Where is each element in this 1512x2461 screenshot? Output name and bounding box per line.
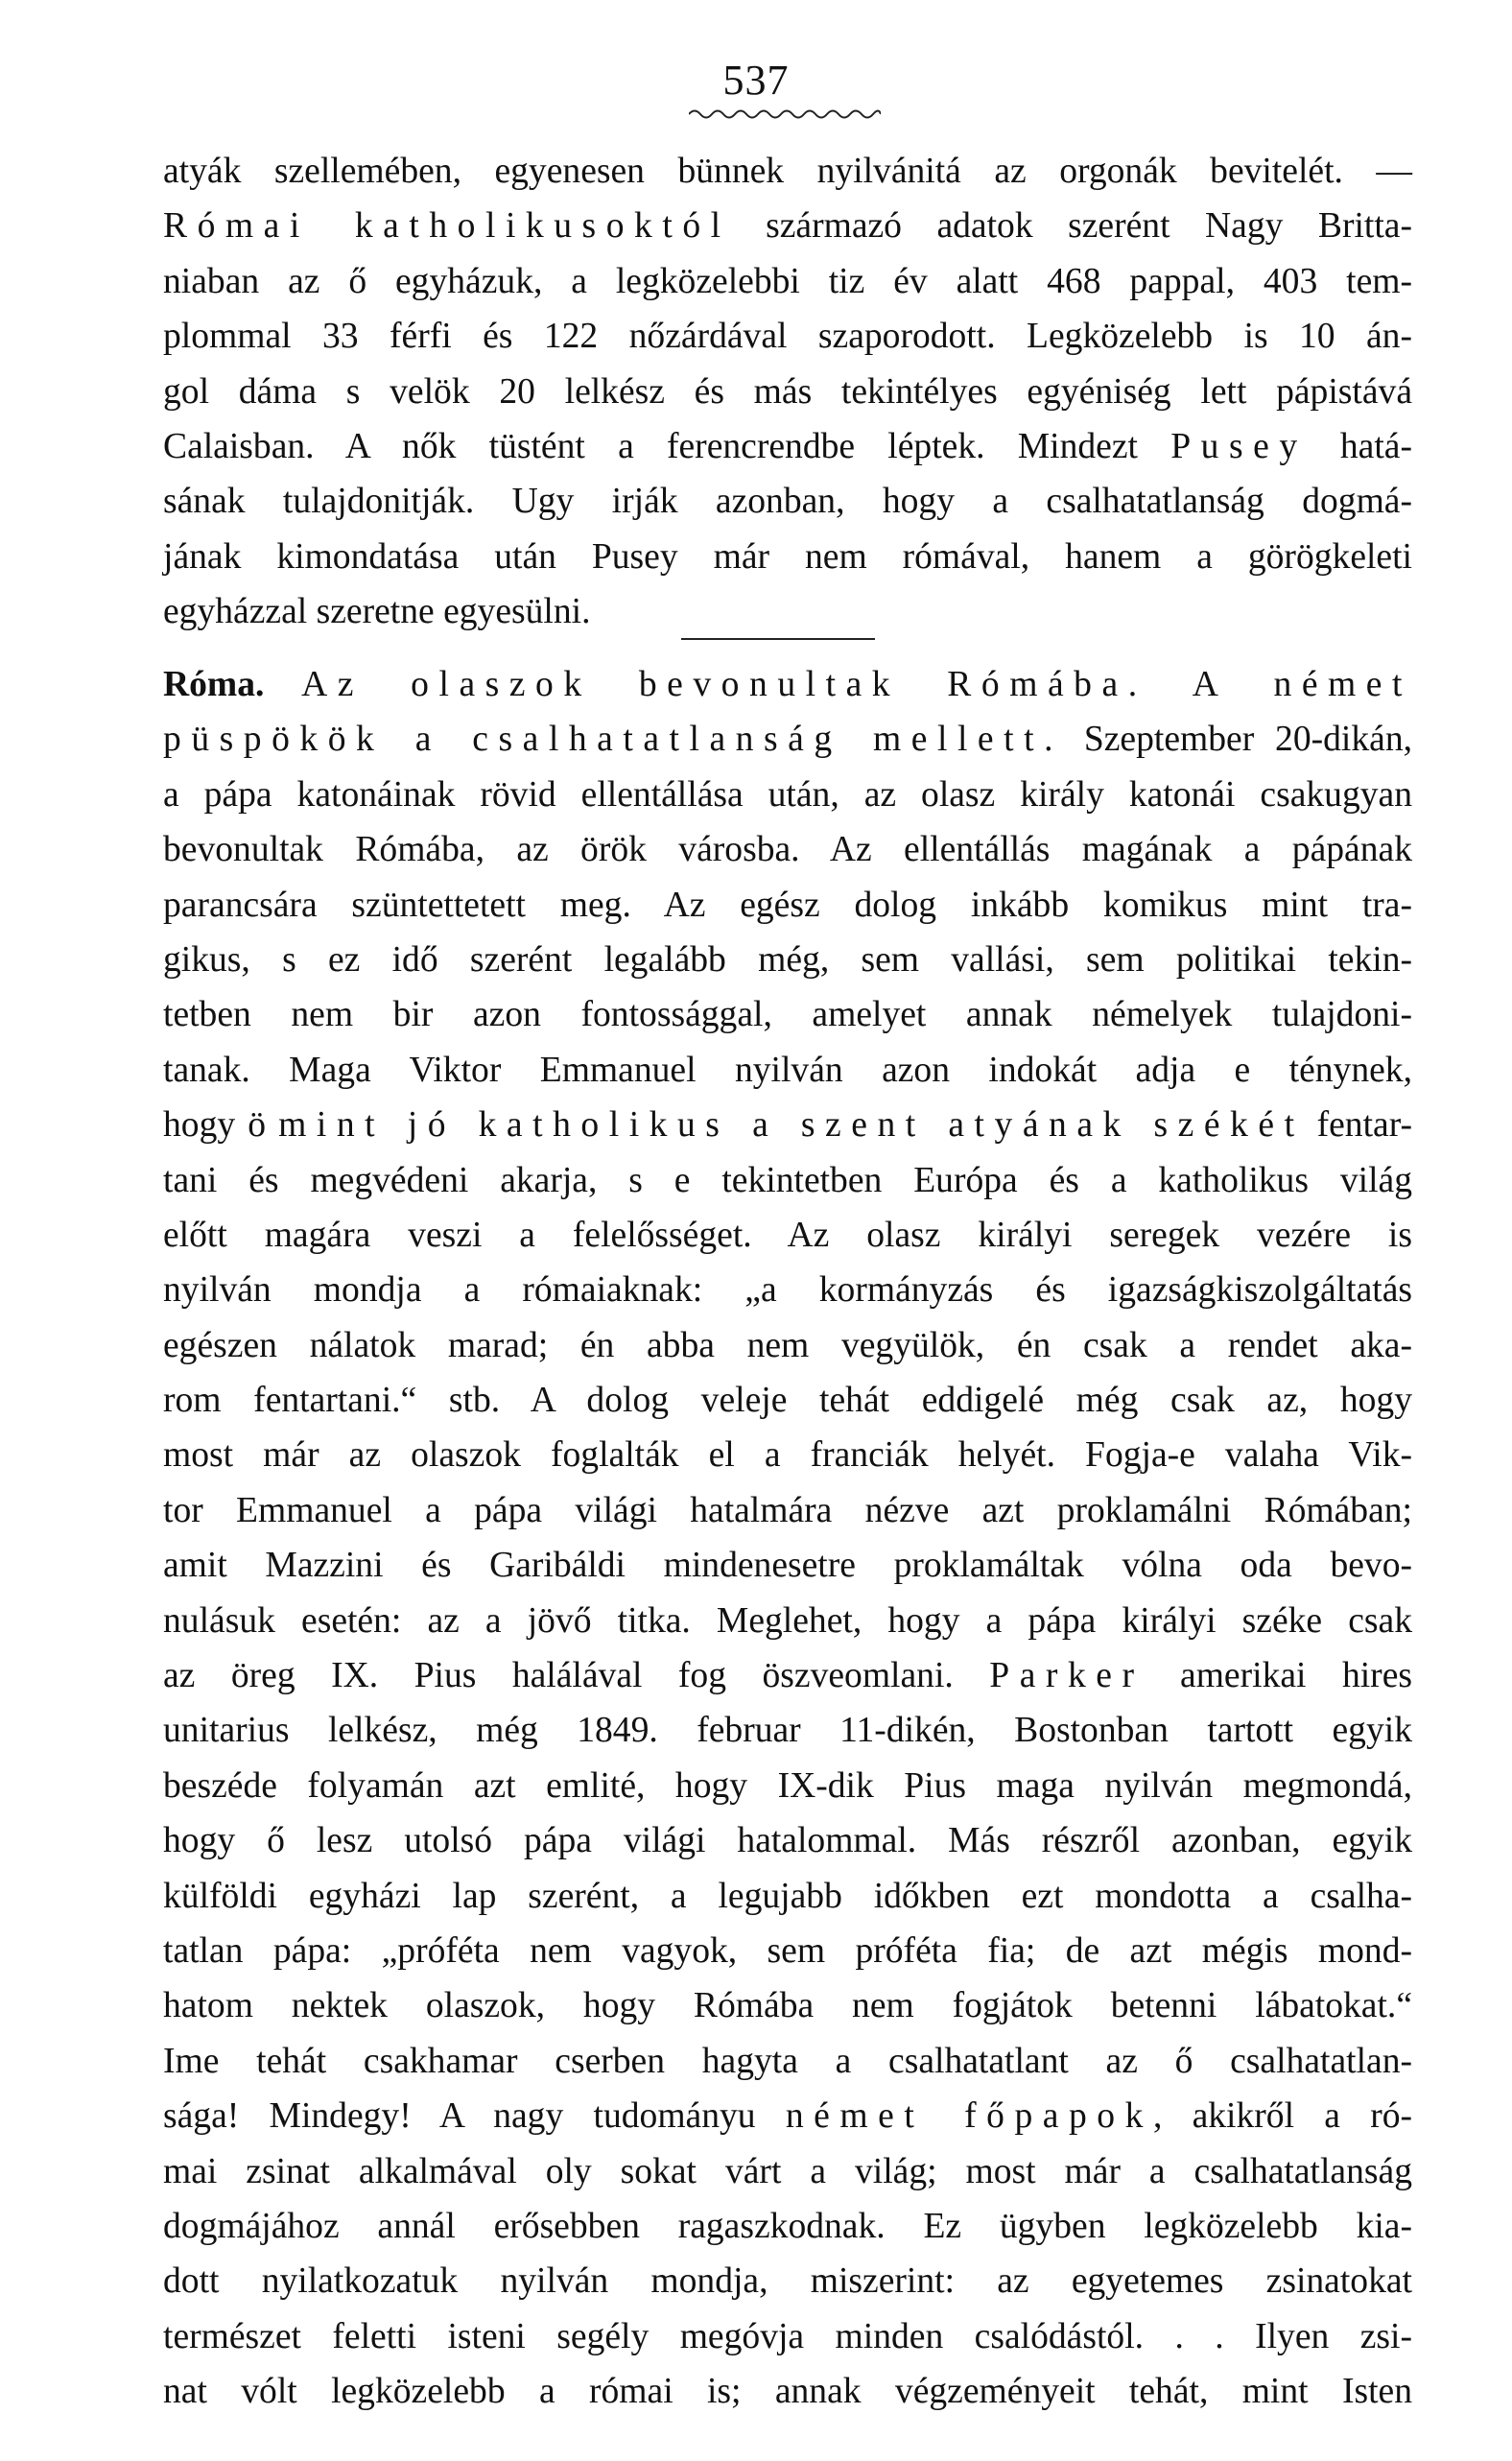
text-span: hatá- — [1307, 426, 1412, 466]
text-line: sának tulajdonitják. Ugy irják azonban, hogy a csalhatatlanság dogmá- — [163, 482, 1412, 522]
text-line: külföldi egyházi lap szerént, a legujabb időkben ezt mondotta a csalha- — [163, 1876, 1412, 1916]
text-span: származó adatok szerént Nagy Britta- — [730, 206, 1412, 247]
spaced-text: Római katholikusoktól — [163, 206, 731, 247]
text-line: gikus, s ez idő szerént legalább még, sem vallási, sem politikai tekin- — [163, 939, 1412, 980]
text-line: tor Emmanuel a pápa világi hatalmára nézve azt proklamálni Rómában; — [163, 1490, 1412, 1530]
text-line: Ime tehát csakhamar cserben hagyta a csalhatatlant az ő csalhatatlan- — [163, 2041, 1412, 2081]
text-line — [163, 419, 1412, 474]
text-line — [163, 1098, 1412, 1152]
text-line: természet feletti isteni segély megóvja minden csalódástól. . . Ilyen zsi- — [163, 2316, 1412, 2356]
text-line: niaban az ő egyházuk, a legközelebbi tiz év alatt 468 pappal, 403 tem- — [163, 261, 1412, 301]
text-line: most már az olaszok foglalták el a franciák helyét. Fogja-e valaha Vik- — [163, 1435, 1412, 1476]
text-line: unitarius lelkész, még 1849. februar 11-dikén, Bostonban tartott egyik — [163, 1711, 1412, 1751]
text-line: nulásuk esetén: az a jövő titka. Meglehet, hogy a pápa királyi széke csak — [163, 1600, 1412, 1641]
text-line: mai zsinat alkalmával oly sokat várt a világ; most már a csalhatatlanság — [163, 2151, 1412, 2191]
spaced-text: püspökök a csalhatatlanság mellett. — [163, 720, 1063, 760]
text-span: fentar- — [1304, 1105, 1412, 1146]
spaced-text: német főpapok — [785, 2096, 1153, 2137]
text-span: az öreg IX. Pius halálával fog öszveomlani. — [163, 1656, 954, 1696]
text-line: plommal 33 férfi és 122 nőzárdával szaporodott. Legközelebb is 10 án- — [163, 317, 1412, 357]
spaced-text: Az olaszok bevonultak Rómába. A német — [301, 665, 1412, 704]
text-line — [163, 199, 1412, 253]
text-line: gol dáma s velök 20 lelkész és más tekintélyes egyéniség lett pápistává — [163, 371, 1412, 412]
text-span: Szeptember 20-dikán, — [1063, 720, 1413, 760]
text-line — [163, 657, 1412, 712]
text-line: tani és megvédeni akarja, s e tekintetben Európa és a katholikus világ — [163, 1160, 1412, 1200]
spaced-text: Pusey — [1170, 426, 1308, 466]
text-span: hogy ö — [163, 1105, 267, 1146]
section-heading: Róma. — [163, 665, 265, 704]
wavy-underline-ornament — [689, 107, 881, 121]
text-line: beszéde folyamán azt emlité, hogy IX-dik Pius maga nyilván megmondá, — [163, 1765, 1412, 1806]
text-line: dott nyilatkozatuk nyilván mondja, miszerint: az egyetemes zsinatokat — [163, 2261, 1412, 2302]
paragraph-2 — [163, 657, 1412, 2420]
text-line: egészen nálatok marad; én abba nem vegyülök, én csak a rendet aka- — [163, 1325, 1412, 1365]
spaced-text: Parker — [989, 1656, 1145, 1696]
text-span: sága! Mindegy! A nagy tudományu — [163, 2096, 756, 2137]
text-line: tetben nem bir azon fontossággal, amelyet annak némelyek tulajdoni- — [163, 995, 1412, 1035]
text-line: tanak. Maga Viktor Emmanuel nyilván azon indokát adja e ténynek, — [163, 1050, 1412, 1090]
paragraph-1 — [163, 144, 1412, 640]
text-line — [163, 712, 1412, 767]
text-line: bevonultak Rómába, az örök városba. Az ellentállás magának a pápának — [163, 830, 1412, 870]
section-divider — [681, 638, 875, 640]
text-line: hatom nektek olaszok, hogy Rómába nem fogjátok betenni lábatokat.“ — [163, 1986, 1412, 2026]
text-line: hogy ő lesz utolsó pápa világi hatalommal. Más részről azonban, egyik — [163, 1821, 1412, 1861]
text-line: egyházzal szeretne egyesülni. — [163, 592, 591, 632]
text-line: a pápa katonáinak rövid ellentállása után, az olasz király katonái csakugyan — [163, 774, 1412, 815]
text-line: nyilván mondja a rómaiaknak: „a kormányzás és igazságkiszolgáltatás — [163, 1270, 1412, 1311]
text-line: dogmájához annál erősebben ragaszkodnak. Ez ügyben legközelebb kia- — [163, 2206, 1412, 2246]
text-line — [163, 2089, 1412, 2143]
text-line: tatlan pápa: „próféta nem vagyok, sem próféta fia; de azt mégis mond- — [163, 1930, 1412, 1971]
spaced-text: mint jó katholikus a szent atyának székét — [278, 1105, 1305, 1146]
text-line: parancsára szüntettetett meg. Az egész dolog inkább komikus mint tra- — [163, 885, 1412, 925]
text-line: előtt magára veszi a felelősséget. Az olasz királyi seregek vezére is — [163, 1215, 1412, 1255]
text-line: rom fentartani.“ stb. A dolog veleje tehát eddigelé még csak az, hogy — [163, 1381, 1412, 1421]
text-span: Calaisban. A nők tüstént a ferencrendbe léptek. Mindezt — [163, 426, 1138, 466]
text-line: nat vólt legközelebb a római is; annak végzeményeit tehát, mint Isten — [163, 2372, 1412, 2412]
text-line: atyák szellemében, egyenesen bünnek nyilvánitá az orgonák bevitelét. — — [163, 152, 1412, 191]
text-line: jának kimondatása után Pusey már nem rómával, hanem a görögkeleti — [163, 536, 1412, 577]
text-span: amerikai hires — [1144, 1656, 1412, 1696]
text-span: , akikről a ró- — [1152, 2096, 1413, 2137]
text-line: amit Mazzini és Garibáldi mindenesetre proklamáltak vólna oda bevo- — [163, 1546, 1412, 1586]
text-line — [163, 1648, 1412, 1703]
page-number: 537 — [722, 57, 790, 104]
